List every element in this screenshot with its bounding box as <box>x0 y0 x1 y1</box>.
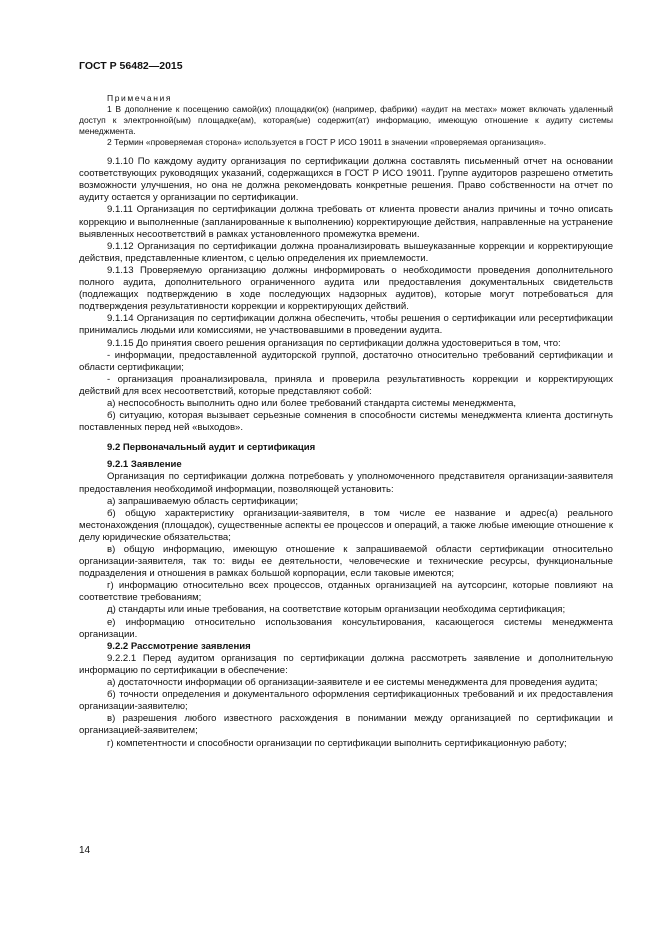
list-item: б) точности определения и документального оформления сертификационных требований и их предоставления организации-заявителю; <box>79 689 613 713</box>
list-item: д) стандарты или иные требования, на соответствие которым организации необходима сертификация; <box>107 604 566 616</box>
list-item: - организация проанализировала, приняла и проверила результативность коррекции и корректирующих действий для всех несоответствий, которые представляют собой: <box>79 373 613 397</box>
list-item: - информации, предоставленной аудиторской группой, достаточно относительно требований сертификации и области сертификации; <box>79 349 613 373</box>
document-header: ГОСТ Р 56482—2015 <box>79 60 183 72</box>
paragraph-9-2-2-1: 9.2.2.1 Перед аудитом организация по сертификации должна рассмотреть заявление и дополнительную информацию по сертификации в обеспечение: <box>79 652 613 676</box>
paragraph-9-1-12: 9.1.12 Организация по сертификации должна проанализировать вышеуказанные коррекции и корректирующие действия, представленные клиентом, с целью определения их приемлемости. <box>79 240 613 264</box>
section-heading-9-2: 9.2 Первоначальный аудит и сертификация <box>107 442 316 454</box>
list-item: в) разрешения любого известного расхождения в понимании между организацией по сертификации и организацией-заявителем; <box>79 713 613 737</box>
list-item: б) общую характеристику организации-заявителя, в том числе ее название и адрес(а) реального местонахождения (площадок), существенные аспекты ее процессов и операций, а также любые имеющие отношение к делу юридические обязательства; <box>79 507 613 543</box>
paragraph: Организация по сертификации должна потребовать у уполномоченного представителя организации-заявителя предоставления необходимой информации, позволяющей установить: <box>79 471 613 495</box>
list-item: а) достаточности информации об организации-заявителе и ее системы менеджмента для проведения аудита; <box>107 677 598 689</box>
paragraph-9-1-11: 9.1.11 Организация по сертификации должна требовать от клиента провести анализ причины и точно описать коррекцию и выполненные (запланированные к выполнению) корректирующие действия, направленные на устранение выявленных несоответствий в рамках установленного промежутка времени. <box>79 204 613 240</box>
list-item: в) общую информацию, имеющую отношение к запрашиваемой области сертификации относительно организации-заявителя, так то: виды ее деятельности, человеческие и технические ресурсы, функциональные подразделения и отношения в рамках большой корпорации, если таковые имеются; <box>79 544 613 580</box>
note-2: 2 Термин «проверяемая сторона» используется в ГОСТ Р ИСО 19011 в значении «проверяемая организация». <box>107 137 547 148</box>
list-item: г) компетентности и способности организации по сертификации выполнить сертификационную работу; <box>107 737 567 749</box>
paragraph-9-1-14: 9.1.14 Организация по сертификации должна обеспечить, чтобы решения о сертификации или ресертификации принимались людьми или комиссиями, не участвовавшими в проведении аудита. <box>79 313 613 337</box>
list-item: г) информацию относительно всех процессов, отданных организацией на аутсорсинг, которые повлияют на соответствие требованиям; <box>79 580 613 604</box>
page-number: 14 <box>79 845 91 856</box>
list-item: а) запрашиваемую область сертификации; <box>107 495 299 507</box>
paragraph-9-1-15: 9.1.15 До принятия своего решения организация по сертификации должна удостовериться в том, что: <box>107 337 561 349</box>
note-1: 1 В дополнение к посещению самой(их) площадки(ок) (например, фабрики) «аудит на местах» может включать удаленный доступ к электронной(ым) площадке(ам), которая(ые) содержит(ат) информацию, имеющую отношение к аудиту системы менеджмента. <box>79 104 613 137</box>
section-heading-9-2-2: 9.2.2 Рассмотрение заявления <box>107 640 251 652</box>
notes-title: Примечания <box>107 93 173 103</box>
document-body <box>79 92 613 750</box>
list-item: а) неспособность выполнить одно или более требований стандарта системы менеджмента, <box>107 397 517 409</box>
paragraph-9-1-10: 9.1.10 По каждому аудиту организация по сертификации должна составлять письменный отчет на основании соответствующих руководящих указаний, содержащихся в ГОСТ Р ИСО 19011. Группе аудиторов разрешено отметить возможности улучшения, но она не должна рекомендовать конкретные решения. Право собственности на отчет по аудиту остается у организации по сертификации. <box>79 156 613 204</box>
paragraph-9-1-13: 9.1.13 Проверяемую организацию должны информировать о необходимости проведения дополнительного полного аудита, дополнительного ограниченного аудита или предоставления документальных свидетельств (подлежащих подтверждению в ходе последующих надзорных аудитов), которые могут потребоваться для подтверждения результативности коррекции и корректирующих действий. <box>79 264 613 313</box>
section-heading-9-2-1: 9.2.1 Заявление <box>107 459 182 471</box>
list-item: е) информацию относительно использования консультирования, касающегося системы менеджмента организации. <box>79 616 613 640</box>
list-item: б) ситуацию, которая вызывает серьезные сомнения в способности системы менеджмента клиента достигнуть поставленных перед ней «выходов». <box>79 410 613 434</box>
